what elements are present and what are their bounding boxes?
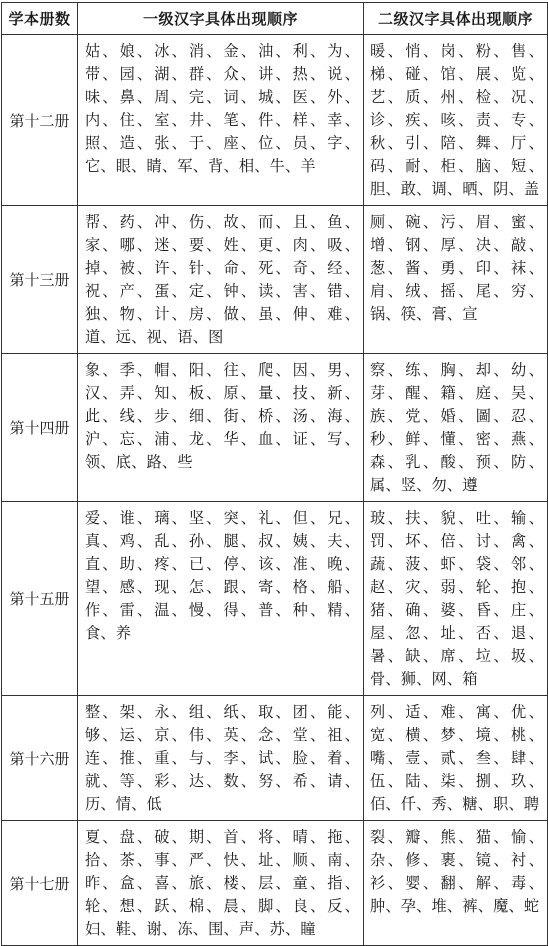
level1-characters: 夏、盘、破、期、首、将、晴、拖、拾、茶、事、严、快、址、顺、南、昨、盒、喜、旅、楼、层、童、指、轮、想、跃、棉、晨、脚、良、反、妇、鞋、谢、冻、围、声、苏、瞳 xyxy=(78,821,364,946)
header-level2: 二级汉字具体出现顺序 xyxy=(364,3,548,35)
character-order-table xyxy=(1,2,548,946)
header-book: 学本册数 xyxy=(2,3,78,35)
level1-characters: 整、架、永、组、纸、取、团、能、够、运、京、伟、英、念、堂、祖、连、推、重、与、李、试、脸、着、就、等、彩、达、数、努、希、请、历、情、低 xyxy=(78,696,364,821)
table-row xyxy=(2,206,548,354)
book-label: 第十七册 xyxy=(2,821,78,946)
header-level1: 一级汉字具体出现顺序 xyxy=(78,3,364,35)
table-row xyxy=(2,354,548,502)
level1-characters: 象、季、帽、阳、往、爬、因、男、汉、弄、知、板、原、量、技、新、此、线、步、细、街、桥、汤、海、沪、忘、浦、龙、华、血、证、写、领、底、路、些 xyxy=(78,354,364,502)
level2-characters: 厕、碗、污、眉、蜜、增、钢、厚、决、敲、葱、酱、勇、印、袜、肩、绒、摇、尾、穷、锅、筷、膏、宣 xyxy=(364,206,548,354)
level2-characters: 玻、扶、貌、吐、输、罚、坏、倍、讨、禽、蔬、菠、虾、袋、邻、赵、灾、弱、轮、抱、猪、确、婆、昏、庄、屋、忽、址、否、退、暑、缺、席、垃、圾、骨、狮、网、箱 xyxy=(364,502,548,696)
book-label: 第十五册 xyxy=(2,502,78,696)
header-row xyxy=(2,3,548,35)
level2-characters: 裂、瓣、熊、猫、愉、杂、修、裹、镜、衬、衫、婴、翻、解、毒、肿、孕、堆、裤、魔、蛇 xyxy=(364,821,548,946)
level1-characters: 姑、娘、冰、消、金、油、利、为、带、园、湖、群、众、讲、热、说、味、鼻、周、完、词、城、医、外、内、住、室、井、笔、件、样、幸、照、造、张、于、座、位、员、字、它、眼、睛、军、背、相、牛、羊 xyxy=(78,35,364,206)
level2-characters: 暖、悄、岗、粉、售、梯、碰、馆、展、览、艺、质、州、检、况、诊、疾、咳、责、专、秋、引、陪、舞、厅、码、耐、柜、脑、短、胆、敢、调、晒、阴、盖 xyxy=(364,35,548,206)
level1-characters: 爱、谁、璃、坚、突、礼、但、兄、真、鸡、乱、孙、腿、叔、姨、夫、直、助、疼、已、停、该、准、晚、望、感、现、怎、跟、寄、格、船、作、雷、温、慢、得、普、种、精、食、养 xyxy=(78,502,364,696)
table-row xyxy=(2,696,548,821)
book-label: 第十二册 xyxy=(2,35,78,206)
table-row xyxy=(2,821,548,946)
table-row xyxy=(2,35,548,206)
level2-characters: 列、适、难、寓、优、宽、横、梦、境、桃、嘴、壹、贰、叁、肆、伍、陆、柒、捌、玖、佰、仟、秀、糖、职、聘 xyxy=(364,696,548,821)
table-row xyxy=(2,502,548,696)
level1-characters: 帮、药、冲、伤、故、而、且、鱼、家、哪、迷、要、姓、更、肉、吸、掉、被、许、针、命、死、奇、经、祝、产、蛋、定、钟、读、害、错、独、物、计、房、做、虽、伸、难、道、远、视、语、图 xyxy=(78,206,364,354)
level2-characters: 察、练、胸、却、幼、芽、醒、籍、庭、吴、族、党、婚、圖、忍、秒、鲜、懂、密、燕、森、乳、酸、预、防、属、竖、勿、遵 xyxy=(364,354,548,502)
book-label: 第十三册 xyxy=(2,206,78,354)
book-label: 第十四册 xyxy=(2,354,78,502)
book-label: 第十六册 xyxy=(2,696,78,821)
